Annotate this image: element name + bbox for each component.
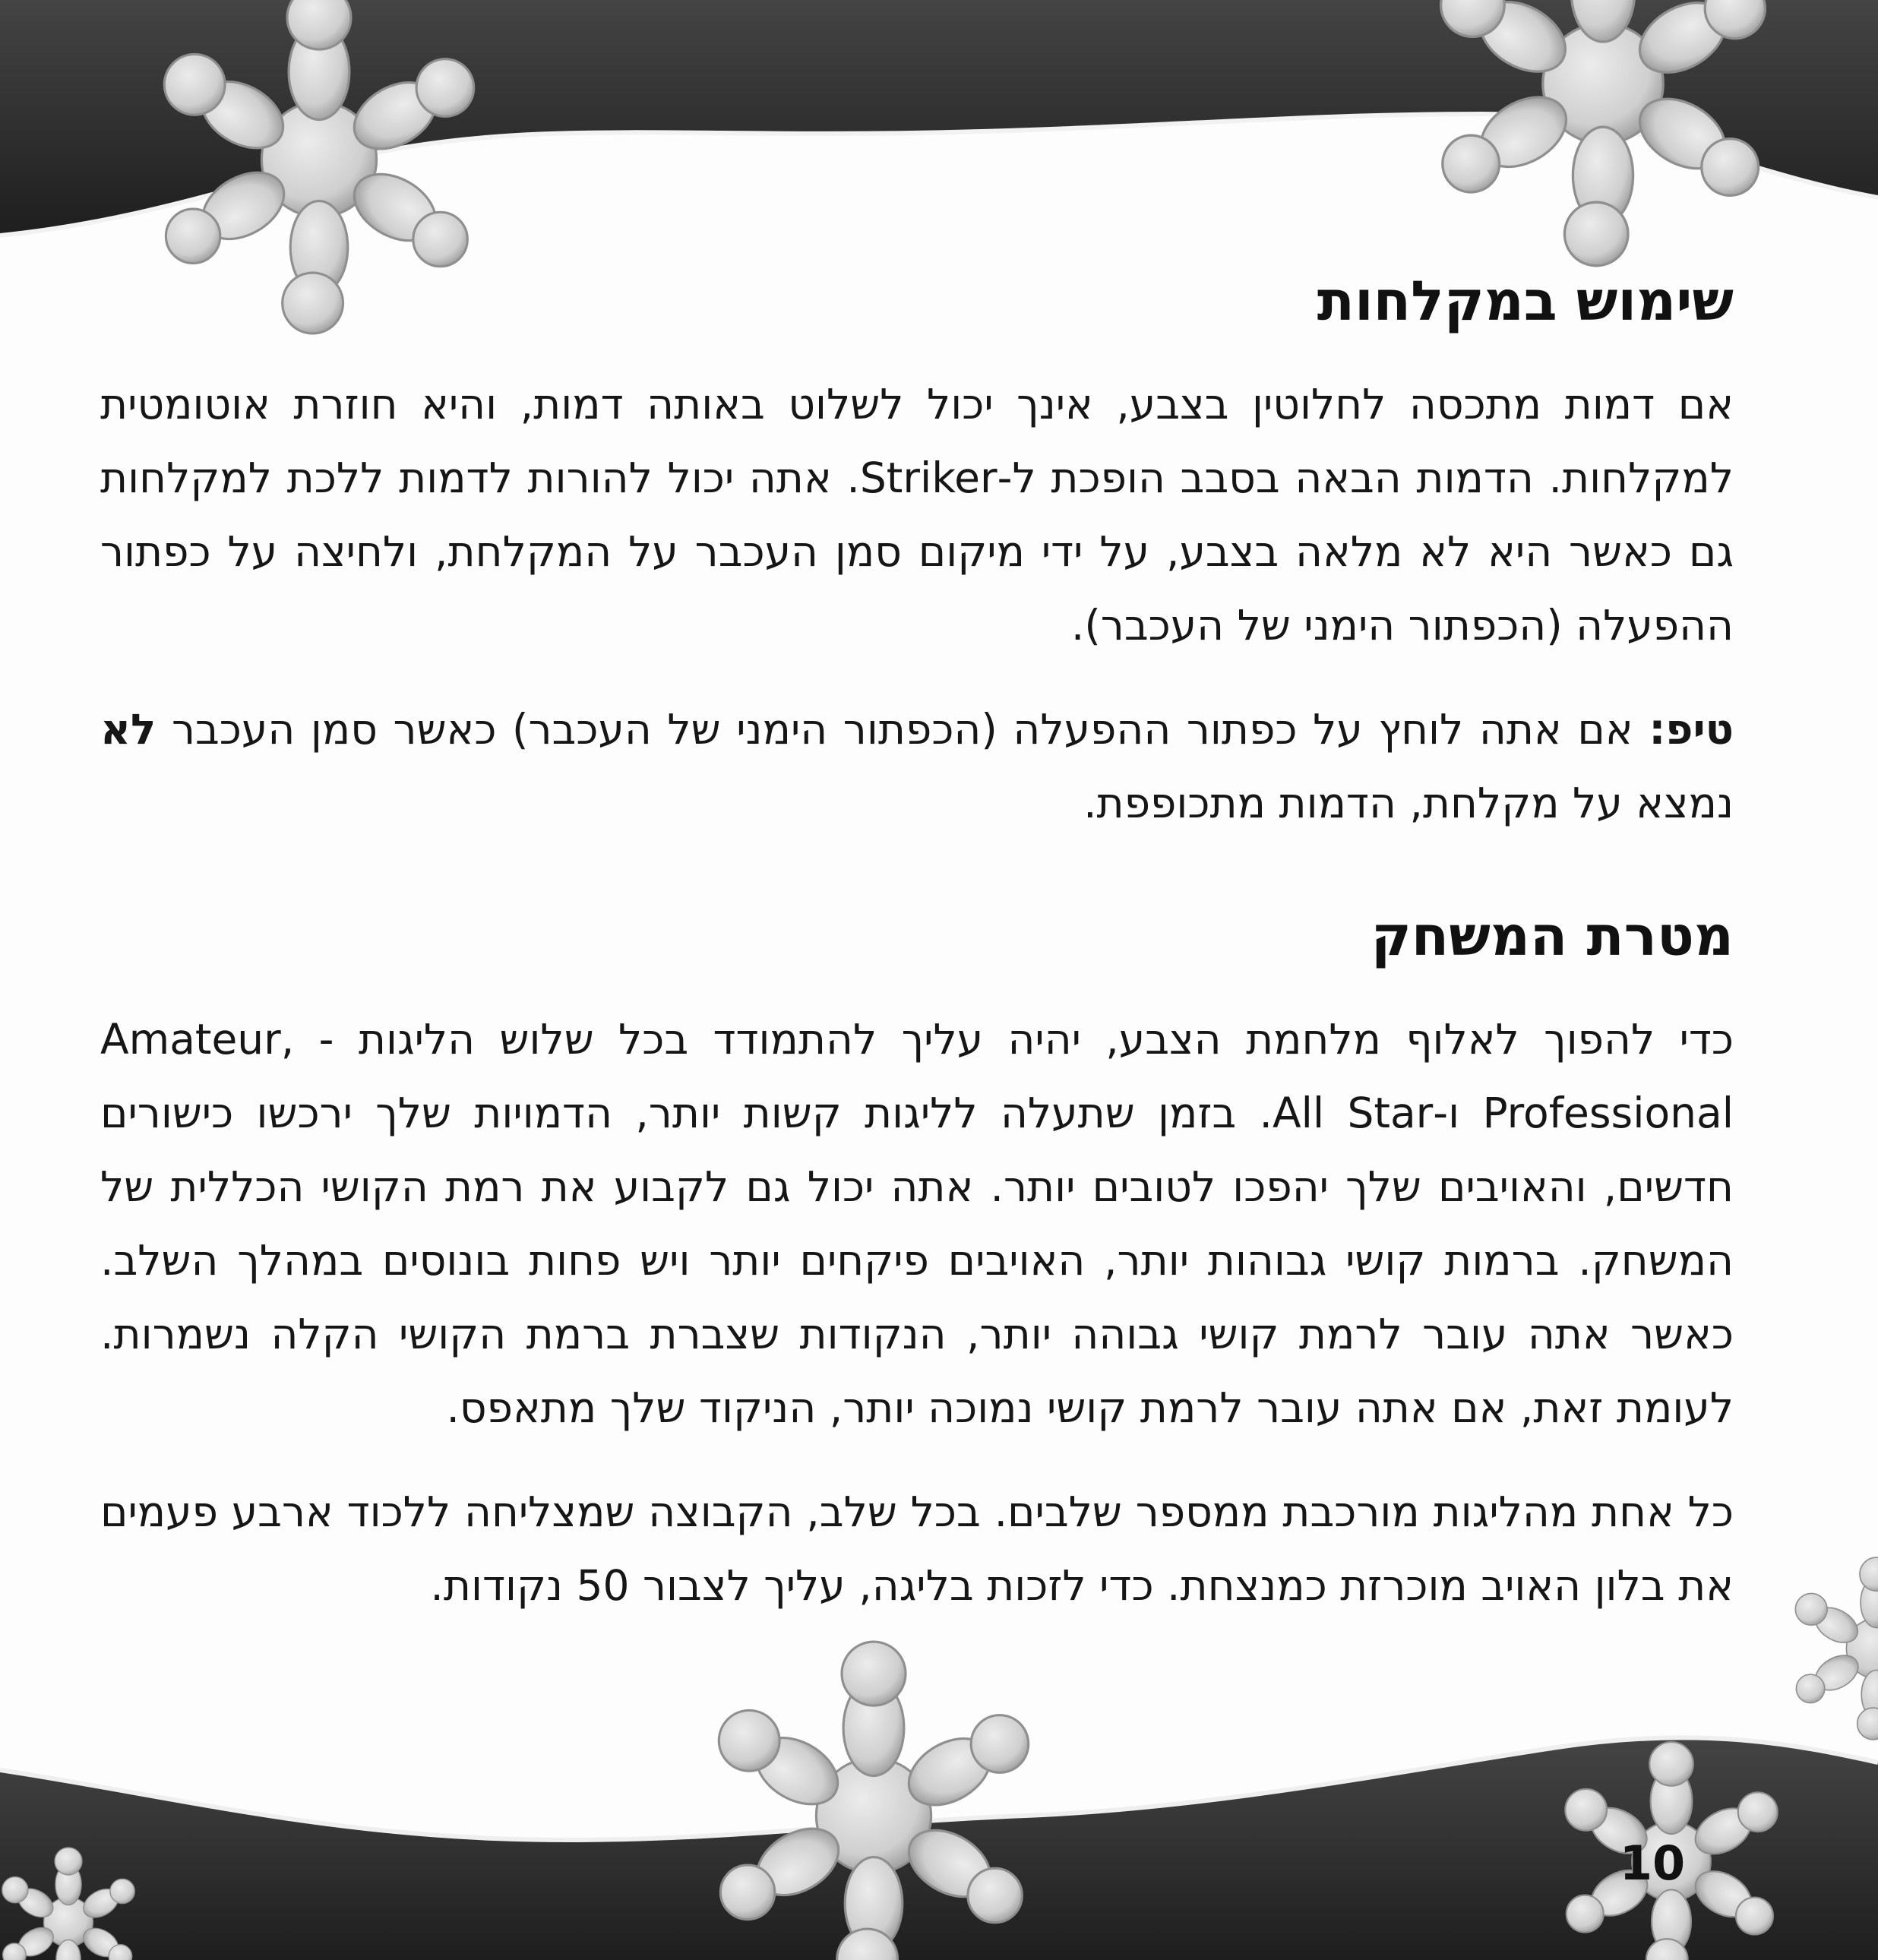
tip-text-bold: לא [100, 705, 156, 754]
game-goal-paragraph-2: כל אחת מהליגות מורכבת ממספר שלבים. בכל שלב, הקבוצה שמצליחה ללכוד ארבע פעמים את בלון האויב מוכרזת כמנצחת. כדי לזכות בליגה, עליך לצבור 50 נקודות. [100, 1487, 1734, 1610]
section-title-showers: שימוש במקלחות [1317, 269, 1734, 333]
game-goal-paragraph-1: כדי להפוך לאלוף מלחמת הצבע, יהיה עליך להתמודד בכל שלוש הליגות - Amateur, Professional ו-All Star. בזמן שתעלה לליגות קשות יותר, הדמויות שלך ירכשו כישורים חדשים, והאויבים שלך יהפכו לטובים יותר. אתה יכול גם לקבוע את רמת הקושי הכללית של המשחק. ברמות קושי גבוהות יותר, האויבים פיקחים יותר ויש פחות בונוסים במהלך השלב. כאשר אתה עובר לרמת קושי גבוהה יותר, הנקודות שצברת ברמת הקושי הקלה נשמרות. לעומת זאת, אם אתה עובר לרמת קושי נמוכה יותר, הניקוד שלך מתאפס. [100, 1015, 1734, 1432]
tip-text-part1: אם אתה לוחץ על כפתור ההפעלה (הכפתור הימני של העכבר) כאשר סמן העכבר [171, 705, 1633, 754]
showers-paragraph: אם דמות מתכסה לחלוטין בצבע, אינך יכול לשלוט באותה דמות, והיא חוזרת אוטומטית למקלחות. הדמות הבאה בסבב הופכת ל-Striker. אתה יכול להורות לדמות ללכת למקלחות גם כאשר היא לא מלאה בצבע, על ידי מיקום סמן העכבר על המקלחת, ולחיצה על כפתור ההפעלה (הכפתור הימני של העכבר). [100, 380, 1734, 650]
page-number: 10 [1619, 1835, 1686, 1891]
section-title-game-goal: מטרת המשחק [1371, 904, 1734, 968]
page-text [100, 269, 1734, 1623]
tip-text-part2: נמצא על מקלחת, הדמות מתכופפת. [1083, 779, 1734, 827]
tip-label: טיפ: [1649, 705, 1734, 754]
tip-paragraph [100, 693, 1734, 840]
